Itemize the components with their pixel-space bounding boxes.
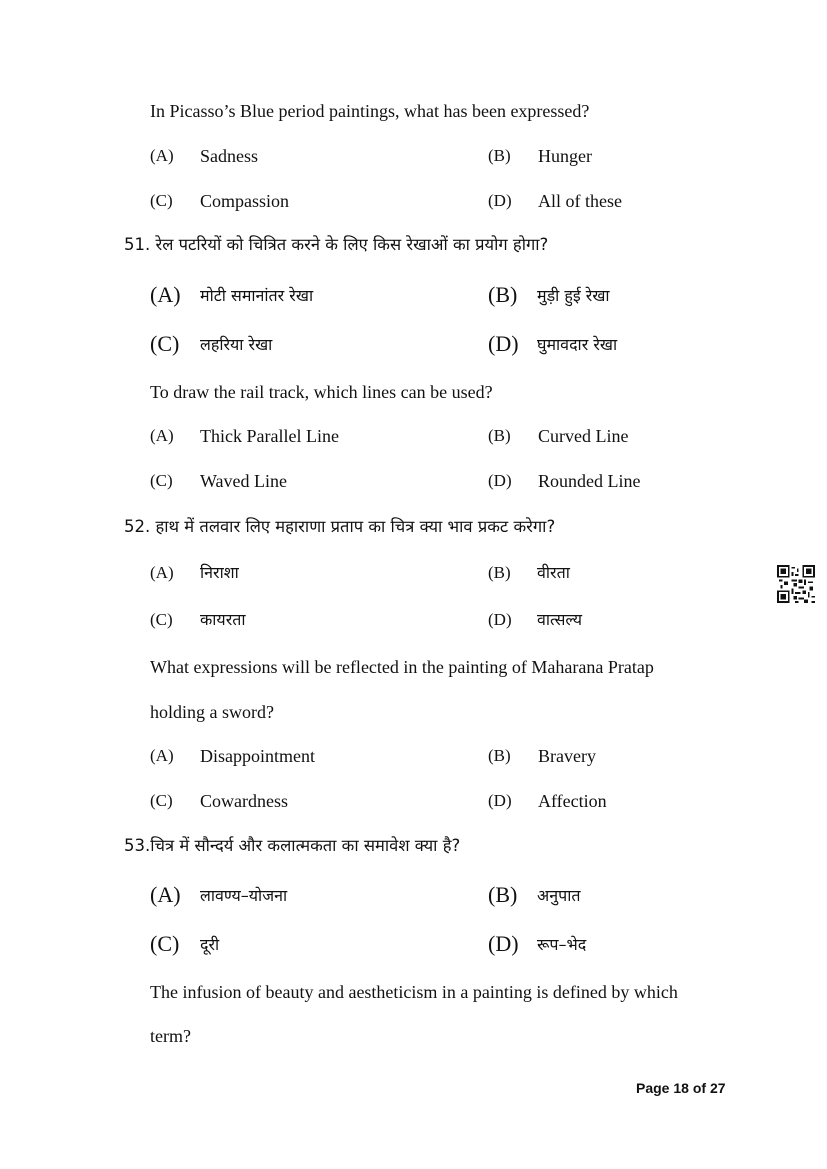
q50-english-question: In Picasso’s Blue period paintings, what has been expressed?: [150, 101, 590, 121]
q52-option-c-text: Cowardness: [200, 791, 288, 811]
q52-hindi-option-d-text: वात्सल्य: [537, 610, 583, 629]
q51-hindi-option-d-text: घुमावदार रेखा: [537, 335, 618, 354]
q51-hindi-question: 51. रेल पटरियों को चित्रित करने के लिए किस रेखाओं का प्रयोग होगा?: [124, 235, 549, 254]
q52-english-question-line1: What expressions will be reflected in the painting of Maharana Pratap: [150, 657, 654, 677]
q53-english-question-line1: The infusion of beauty and aestheticism in a painting is defined by which: [150, 982, 678, 1002]
q53-hindi-option-c-text: दूरी: [200, 935, 220, 954]
q53-hindi-option-d-label: (D): [488, 931, 519, 956]
q52-option-a-text: Disappointment: [200, 746, 315, 766]
of-label: of: [692, 1080, 707, 1096]
q53-hindi-option-c-label: (C): [150, 931, 180, 956]
page-label: Page: [636, 1080, 670, 1096]
q53-english-question-line2: term?: [150, 1026, 191, 1046]
q51-option-a-label: (A): [150, 426, 174, 445]
q52-option-b-label: (B): [488, 746, 511, 765]
q53-hindi-option-b-label: (B): [488, 882, 518, 907]
q52-hindi-question: 52. हाथ में तलवार लिए महाराणा प्रताप का चित्र क्या भाव प्रकट करेगा?: [124, 517, 556, 536]
q52-option-c-label: (C): [150, 791, 173, 810]
q52-hindi-option-a-text: निराशा: [200, 563, 239, 582]
q51-hindi-option-c-label: (C): [150, 331, 180, 356]
q50-option-d-text: All of these: [538, 191, 622, 211]
q50-option-a-text: Sadness: [200, 146, 258, 166]
q50-option-b-label: (B): [488, 146, 511, 165]
q51-option-b-text: Curved Line: [538, 426, 629, 446]
total-pages: 27: [709, 1080, 726, 1096]
q51-english-question: To draw the rail track, which lines can be used?: [150, 382, 493, 402]
q51-option-a-text: Thick Parallel Line: [200, 426, 339, 446]
q50-option-a-label: (A): [150, 146, 174, 165]
q52-english-question-line2: holding a sword?: [150, 702, 274, 722]
q51-hindi-option-c-text: लहरिया रेखा: [200, 335, 273, 354]
q52-hindi-option-c-label: (C): [150, 610, 173, 629]
q51-option-b-label: (B): [488, 426, 511, 445]
q51-option-d-label: (D): [488, 471, 512, 490]
q52-hindi-option-d-label: (D): [488, 610, 512, 629]
q50-option-c-text: Compassion: [200, 191, 290, 211]
q51-option-d-text: Rounded Line: [538, 471, 641, 491]
q51-hindi-option-a-label: (A): [150, 282, 181, 307]
q52-option-d-text: Affection: [538, 791, 607, 811]
q51-hindi-option-b-label: (B): [488, 282, 518, 307]
q52-option-a-label: (A): [150, 746, 174, 765]
page-number: 18: [673, 1080, 689, 1096]
q53-hindi-option-a-label: (A): [150, 882, 181, 907]
qr-code-icon: [777, 565, 815, 603]
q51-option-c-text: Waved Line: [200, 471, 288, 491]
q52-option-d-label: (D): [488, 791, 512, 810]
q51-hindi-option-d-label: (D): [488, 331, 519, 356]
q52-hindi-option-b-text: वीरता: [537, 563, 570, 582]
q53-hindi-question: 53.चित्र में सौन्दर्य और कलात्मकता का समावेश क्या है?: [124, 836, 461, 855]
q50-option-c-label: (C): [150, 191, 173, 210]
q51-hindi-option-a-text: मोटी समानांतर रेखा: [200, 286, 314, 305]
q53-hindi-option-b-text: अनुपात: [537, 886, 581, 905]
q52-hindi-option-b-label: (B): [488, 563, 511, 582]
q51-option-c-label: (C): [150, 471, 173, 490]
q50-option-d-label: (D): [488, 191, 512, 210]
q50-option-b-text: Hunger: [538, 146, 592, 166]
q53-hindi-option-a-text: लावण्य–योजना: [200, 886, 288, 905]
page-footer: [636, 1080, 726, 1096]
q53-hindi-option-d-text: रूप–भेद: [537, 935, 587, 954]
q52-option-b-text: Bravery: [538, 746, 596, 766]
q51-hindi-option-b-text: मुड़ी हुई रेखा: [537, 286, 610, 305]
q52-hindi-option-a-label: (A): [150, 563, 174, 582]
q52-hindi-option-c-text: कायरता: [200, 610, 246, 629]
